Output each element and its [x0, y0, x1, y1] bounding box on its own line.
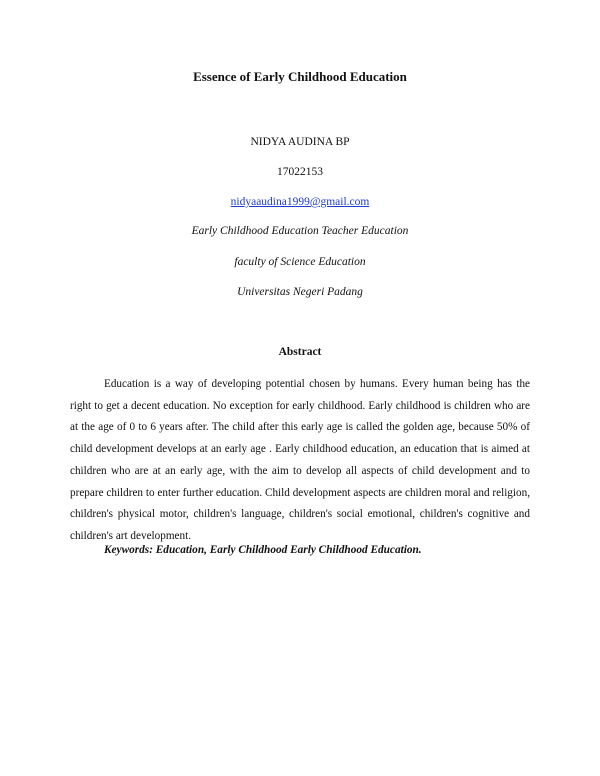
university: Universitas Negeri Padang — [237, 286, 363, 298]
keywords: Keywords: Education, Early Childhood Early Childhood Education. — [104, 544, 422, 556]
abstract-body: Education is a way of developing potential chosen by humans. Every human being has the right to get a decent education. No exception for early childhood. Early childhood is children who are at the age of 0 to 6 years after. The child after this early age is called the golden age, because 50% of child development develops at an early age . Early childhood education, an education that is aimed at children who are at an early age, with the aim to develop all aspects of child development and to prepare children to enter further education. Child development aspects are children moral and religion, children's physical motor, children's language, children's social emotional, children's cognitive and children's art development. — [70, 378, 530, 542]
paper-title: Essence of Early Childhood Education — [193, 69, 407, 84]
abstract-heading: Abstract — [278, 346, 322, 358]
faculty: faculty of Science Education — [234, 256, 366, 268]
author-email — [0, 196, 600, 208]
author-name: NIDYA AUDINA BP — [250, 136, 350, 148]
department: Early Childhood Education Teacher Education — [191, 225, 409, 237]
email-link[interactable]: nidyaaudina1999@gmail.com — [230, 196, 370, 208]
student-id: 17022153 — [277, 166, 323, 178]
